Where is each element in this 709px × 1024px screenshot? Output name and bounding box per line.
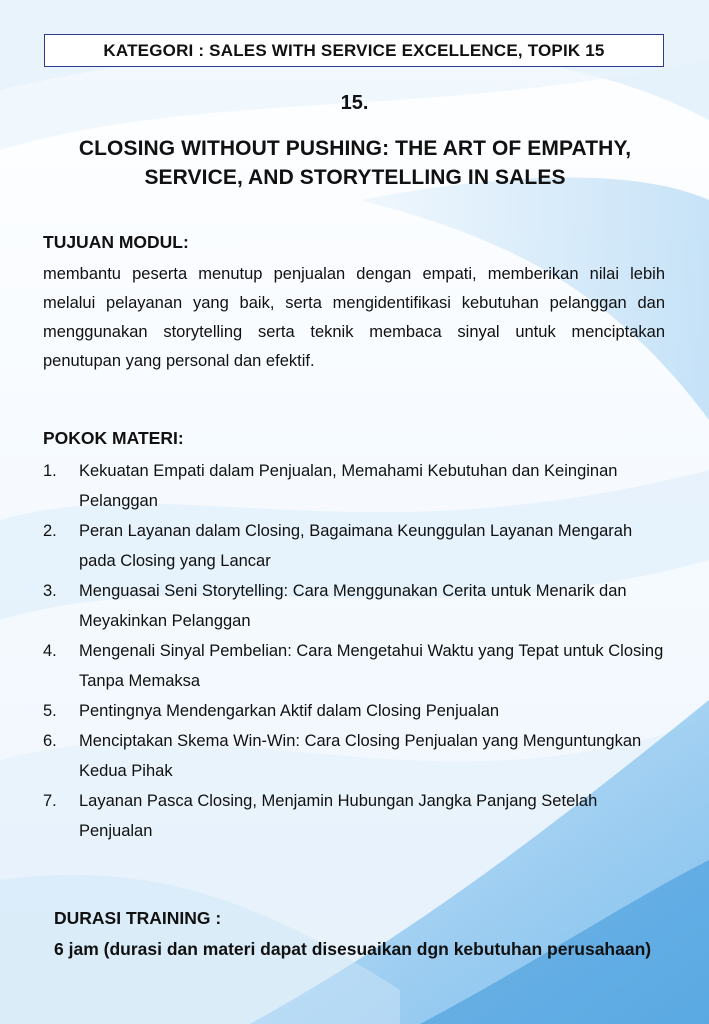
list-item-text: Pentingnya Mendengarkan Aktif dalam Closing Penjualan [79,702,500,720]
list-item [43,696,673,726]
category-text: KATEGORI : SALES WITH SERVICE EXCELLENCE, TOPIK 15 [103,40,605,60]
list-item-number: 1. [43,462,57,480]
list-item-number: 4. [43,642,57,660]
list-item [43,456,673,516]
list-item-number: 3. [43,582,57,600]
list-item [43,786,673,846]
list-item-number: 6. [43,732,57,750]
materi-heading: POKOK MATERI: [43,428,184,448]
list-item-number: 2. [43,522,57,540]
list-item [43,726,673,786]
title-line-2: SERVICE, AND STORYTELLING IN SALES [144,166,566,189]
objective-text: membantu peserta menutup penjualan dengan empati, memberikan nilai lebih melalui pelayanan yang baik, serta mengidentifikasi kebutuhan pelanggan dan menggunakan storytelling serta teknik membaca sinyal untuk menciptakan penutupan yang personal dan efektif. [43,265,665,370]
duration-value: 6 jam (durasi dan materi dapat disesuaikan dgn kebutuhan perusahaan) [54,939,652,959]
topic-number: 15. [340,92,369,114]
list-item [43,576,673,636]
list-item-text: Mengenali Sinyal Pembelian: Cara Mengetahui Waktu yang Tepat untuk Closing Tanpa Memaksa [79,642,664,690]
list-item-text: Menciptakan Skema Win-Win: Cara Closing Penjualan yang Menguntungkan Kedua Pihak [79,732,642,780]
list-item [43,636,673,696]
list-item-text: Layanan Pasca Closing, Menjamin Hubungan Jangka Panjang Setelah Penjualan [79,792,598,840]
list-item [43,516,673,576]
page-title [60,134,650,192]
duration-heading: DURASI TRAINING : [54,908,222,928]
title-line-1: CLOSING WITHOUT PUSHING: THE ART OF EMPATHY, [78,137,632,160]
list-item-number: 5. [43,702,57,720]
category-banner [44,34,664,67]
materi-list [43,456,673,846]
list-item-text: Kekuatan Empati dalam Penjualan, Memahami Kebutuhan dan Keinginan Pelanggan [79,462,618,510]
list-item-text: Menguasai Seni Storytelling: Cara Menggunakan Cerita untuk Menarik dan Meyakinkan Pelanggan [79,582,627,630]
list-item-text: Peran Layanan dalam Closing, Bagaimana Keunggulan Layanan Mengarah pada Closing yang Lancar [79,522,633,570]
objective-heading: TUJUAN MODUL: [43,232,189,252]
list-item-number: 7. [43,792,57,810]
